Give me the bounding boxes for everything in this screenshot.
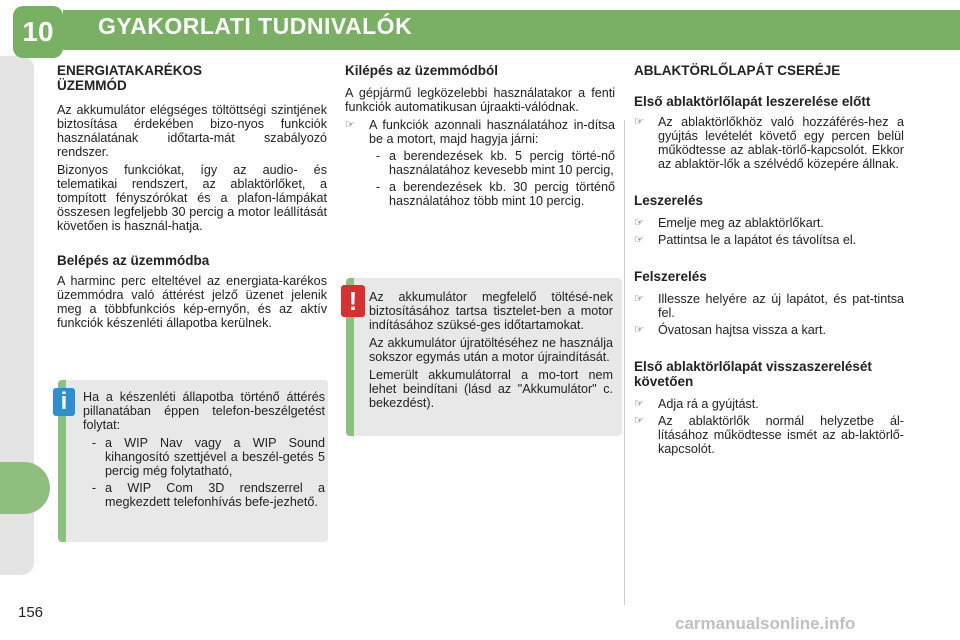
dash-marker: - — [375, 180, 381, 194]
removal-heading: Leszerelés — [634, 193, 704, 208]
energy-saving-column — [57, 63, 327, 334]
hand-pointer-icon: ☞ — [634, 234, 644, 246]
info-box — [58, 380, 328, 542]
warning-text: Az akkumulátor újratöltéséhez ne használja sokszor egymás után a motor újraindítását. — [369, 336, 613, 364]
instruction-text: Adja rá a gyújtást. — [658, 397, 759, 411]
dash-marker: - — [91, 436, 97, 450]
page-title: GYAKORLATI TUDNIVALÓK — [98, 13, 413, 39]
exit-mode-intro: A gépjármű legközelebbi használatakor a fenti funkciók automatikusan újraakti-válódnak. — [345, 86, 615, 114]
info-item — [83, 481, 325, 509]
exit-mode-bullet-text: A funkciók azonnali használatához in-dítsa be a motort, majd hagyja járni: — [369, 118, 615, 146]
warning-box-content — [369, 290, 613, 414]
instruction-item — [634, 216, 904, 230]
installation-heading: Felszerelés — [634, 269, 707, 284]
instruction-item — [634, 115, 904, 171]
info-intro: Ha a készenléti állapotba történő áttérés pillanatában éppen telefon-beszélgetést folytat: — [83, 390, 325, 432]
before-removal-heading: Első ablaktörlőlapát leszerelése előtt — [634, 94, 871, 109]
exit-mode-item-text: a berendezések kb. 5 percig törté-nő használatához kevesebb mint 10 percig, — [389, 149, 615, 177]
instruction-item — [634, 292, 904, 320]
chapter-number: 10 — [13, 6, 63, 58]
instruction-text: Az ablaktörlőkhöz való hozzáférés-hez a gyújtás levételét követő egy percen belül működtesse az ablak-törlő-kapcsolót. Ekkor az ablaktör-lők a szélvédő közepére állnak. — [658, 115, 904, 171]
warning-text: Lemerült akkumulátorral a mo-tort nem lehet beindítani (lásd az "Akkumulátor" c. bekezdést). — [369, 368, 613, 410]
hand-pointer-icon: ☞ — [345, 119, 355, 131]
energy-saving-details: Bizonyos funkciókat, így az audio- és telematikai rendszert, az ablaktörlőket, a tompított fényszórókat és a plafon-lámpákat összesen legfeljebb 30 percig a motor leállítását követően is használ-hatja. — [57, 163, 327, 233]
instruction-item — [634, 233, 904, 247]
info-item-text: a WIP Com 3D rendszerrel a megkezdett telefonhívás befe-jezhető. — [105, 481, 325, 509]
exit-mode-heading: Kilépés az üzemmódból — [345, 63, 499, 78]
entering-mode-heading: Belépés az üzemmódba — [57, 253, 210, 268]
info-icon: i — [53, 388, 75, 416]
column-divider — [624, 120, 625, 605]
exit-mode-item-text: a berendezések kb. 30 percig történő használatához több mint 10 percig. — [389, 180, 615, 208]
exit-mode-bullet — [345, 118, 615, 146]
warning-icon: ! — [341, 285, 365, 317]
watermark: carmanualsonline.info — [675, 614, 856, 633]
after-refit-heading: Első ablaktörlőlapát visszaszerelését követően — [634, 359, 872, 389]
wiper-replacement-heading: ABLAKTÖRLŐLAPÁT CSERÉJE — [634, 63, 841, 78]
instruction-item — [634, 397, 904, 411]
info-box-content — [83, 390, 325, 512]
exit-mode-sublist — [367, 149, 615, 208]
dash-marker: - — [91, 481, 97, 495]
exit-mode-item — [367, 180, 615, 208]
exit-mode-item — [367, 149, 615, 177]
hand-pointer-icon: ☞ — [634, 398, 644, 410]
instruction-text: Pattintsa le a lapátot és távolítsa el. — [658, 233, 857, 247]
warning-text: Az akkumulátor megfelelő töltésé-nek biztosításához tartsa tisztelet-ben a motor indításához szüksé-ges időtartamokat. — [369, 290, 613, 332]
hand-pointer-icon: ☞ — [634, 116, 644, 128]
exit-mode-column — [345, 63, 615, 211]
side-tab-marker — [0, 462, 50, 514]
energy-saving-intro: Az akkumulátor elégséges töltöttségi szintjének biztosítása érdekében bizo-nyos funkciók használatának időtarta-mát szabályozó rendszer. — [57, 103, 327, 159]
energy-saving-heading: ENERGIATAKARÉKOS ÜZEMMÓD — [57, 63, 203, 93]
wiper-column — [634, 63, 904, 459]
instruction-text: Óvatosan hajtsa vissza a kart. — [658, 323, 826, 337]
page-number: 156 — [18, 604, 44, 621]
info-item — [83, 436, 325, 478]
hand-pointer-icon: ☞ — [634, 293, 644, 305]
instruction-text: Emelje meg az ablaktörlőkart. — [658, 216, 824, 230]
instruction-item — [634, 414, 904, 456]
hand-pointer-icon: ☞ — [634, 415, 644, 427]
dash-marker: - — [375, 149, 381, 163]
hand-pointer-icon: ☞ — [634, 217, 644, 229]
instruction-text: Az ablaktörlők normál helyzetbe ál-lításához működtesse ismét az ab-laktörlő-kapcsolót. — [658, 414, 904, 456]
instruction-item — [634, 323, 904, 337]
entering-mode-text: A harminc perc elteltével az energiata-karékos üzemmódra való áttérést jelző üzenet jelenik meg a többfunkciós kép-ernyőn, és az aktív funkciók készenléti állapotba kerülnek. — [57, 274, 327, 330]
warning-box — [346, 278, 622, 436]
info-item-text: a WIP Nav vagy a WIP Sound kihangosító szettjével a beszél-getés 5 percig még folytatható, — [105, 436, 325, 478]
instruction-text: Illessze helyére az új lapátot, és pat-tintsa fel. — [658, 292, 904, 320]
hand-pointer-icon: ☞ — [634, 324, 644, 336]
